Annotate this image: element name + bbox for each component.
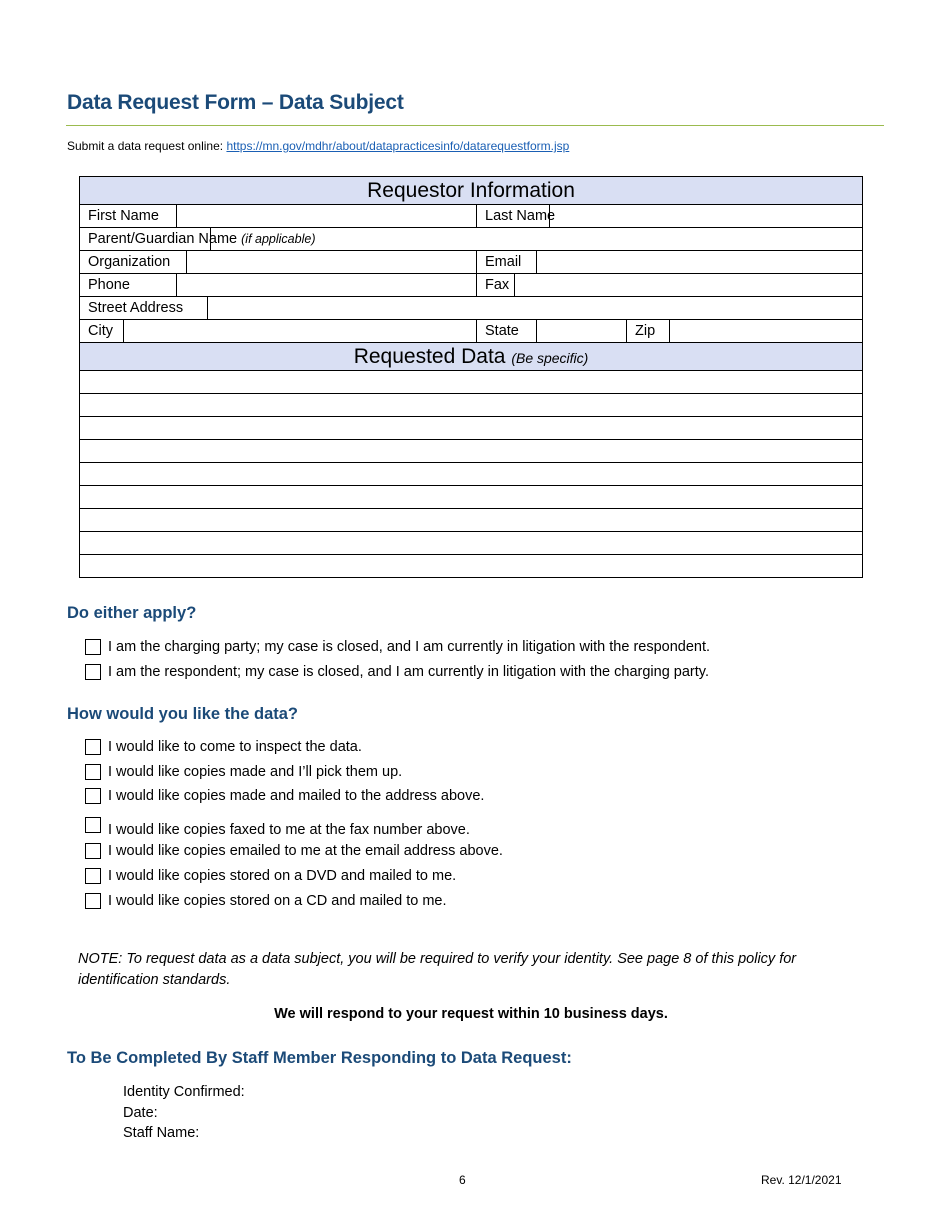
city-label: City <box>80 320 124 343</box>
first-name-field[interactable] <box>177 205 477 228</box>
first-name-label: First Name <box>80 205 177 228</box>
requested-data-line[interactable] <box>80 463 863 486</box>
delivery-option-email[interactable] <box>85 843 503 859</box>
zip-field[interactable] <box>670 320 863 343</box>
page-title: Data Request Form – Data Subject <box>67 91 404 114</box>
requested-data-line[interactable] <box>80 555 863 578</box>
guardian-note: (if applicable) <box>241 232 316 246</box>
email-field[interactable] <box>537 251 863 274</box>
delivery-option-mail[interactable] <box>85 788 484 804</box>
fax-field[interactable] <box>515 274 863 297</box>
requested-data-section-header <box>80 343 863 371</box>
checkbox[interactable] <box>85 739 101 755</box>
guardian-label-text: Parent/Guardian Name <box>88 231 238 247</box>
delivery-option-label: I would like copies stored on a CD and mailed to me. <box>108 893 447 909</box>
last-name-label: Last Name <box>477 205 550 228</box>
organization-label: Organization <box>80 251 187 274</box>
checkbox[interactable] <box>85 817 101 833</box>
requested-data-line[interactable] <box>80 486 863 509</box>
requested-data-line[interactable] <box>80 394 863 417</box>
requestor-form-table <box>79 176 863 578</box>
requested-data-note: (Be specific) <box>511 349 589 366</box>
delivery-option-dvd[interactable] <box>85 868 456 884</box>
checkbox[interactable] <box>85 893 101 909</box>
delivery-option-pickup[interactable] <box>85 764 402 780</box>
apply-option-label: I am the charging party; my case is closed, and I am currently in litigation with the respondent. <box>108 639 711 655</box>
street-address-label: Street Address <box>80 297 208 320</box>
checkbox[interactable] <box>85 639 101 655</box>
email-label: Email <box>477 251 537 274</box>
delivery-option-label: I would like copies made and I’ll pick them up. <box>108 764 403 780</box>
submit-label: Submit a data request online: <box>67 139 227 153</box>
identity-note: NOTE: To request data as a data subject, you will be required to verify your identity. See page 8 of this policy for identification standards. <box>78 951 797 988</box>
date-label: Date: <box>123 1105 158 1121</box>
checkbox[interactable] <box>85 868 101 884</box>
guardian-label <box>80 228 316 251</box>
staff-heading: To Be Completed By Staff Member Responding to Data Request: <box>67 1049 572 1067</box>
submit-line <box>67 139 569 153</box>
state-label: State <box>477 320 537 343</box>
apply-option-label: I am the respondent; my case is closed, and I am currently in litigation with the charging party. <box>108 664 709 680</box>
checkbox[interactable] <box>85 843 101 859</box>
delivery-option-inspect[interactable] <box>85 739 362 755</box>
phone-label: Phone <box>80 274 177 297</box>
checkbox[interactable] <box>85 764 101 780</box>
datarequest-link[interactable]: https://mn.gov/mdhr/about/datapracticesinfo/datarequestform.jsp <box>226 139 570 153</box>
state-field[interactable] <box>537 320 627 343</box>
zip-label: Zip <box>627 320 670 343</box>
phone-field[interactable] <box>177 274 477 297</box>
apply-option-charging-party[interactable] <box>85 639 710 655</box>
requested-data-line[interactable] <box>80 440 863 463</box>
apply-heading: Do either apply? <box>67 604 197 622</box>
revision-date: Rev. 12/1/2021 <box>761 1173 842 1187</box>
delivery-option-label: I would like copies made and mailed to the address above. <box>108 788 485 804</box>
delivery-option-label: I would like copies emailed to me at the email address above. <box>108 843 503 859</box>
checkbox[interactable] <box>85 664 101 680</box>
title-divider <box>66 125 884 126</box>
delivery-option-label: I would like copies faxed to me at the fax number above. <box>108 822 470 838</box>
organization-field[interactable] <box>187 251 477 274</box>
checkbox[interactable] <box>85 788 101 804</box>
requestor-section-header: Requestor Information <box>80 177 863 205</box>
delivery-option-label: I would like copies stored on a DVD and mailed to me. <box>108 868 457 884</box>
city-field[interactable] <box>124 320 477 343</box>
requested-data-line[interactable] <box>80 371 863 394</box>
delivery-heading: How would you like the data? <box>67 705 299 723</box>
requested-data-title: Requested Data <box>353 344 506 368</box>
delivery-option-fax[interactable] <box>85 816 470 838</box>
requested-data-line[interactable] <box>80 509 863 532</box>
response-time-statement: We will respond to your request within 10 business days. <box>274 1006 668 1022</box>
staff-name-label: Staff Name: <box>123 1125 200 1141</box>
page-number: 6 <box>459 1173 466 1187</box>
delivery-option-label: I would like to come to inspect the data. <box>108 739 362 755</box>
street-address-field[interactable] <box>208 297 863 320</box>
fax-label: Fax <box>477 274 515 297</box>
requested-data-line[interactable] <box>80 417 863 440</box>
apply-option-respondent[interactable] <box>85 664 709 680</box>
requested-data-line[interactable] <box>80 532 863 555</box>
last-name-field[interactable] <box>550 205 863 228</box>
delivery-option-cd[interactable] <box>85 893 447 909</box>
identity-confirmed-label: Identity Confirmed: <box>123 1084 245 1100</box>
